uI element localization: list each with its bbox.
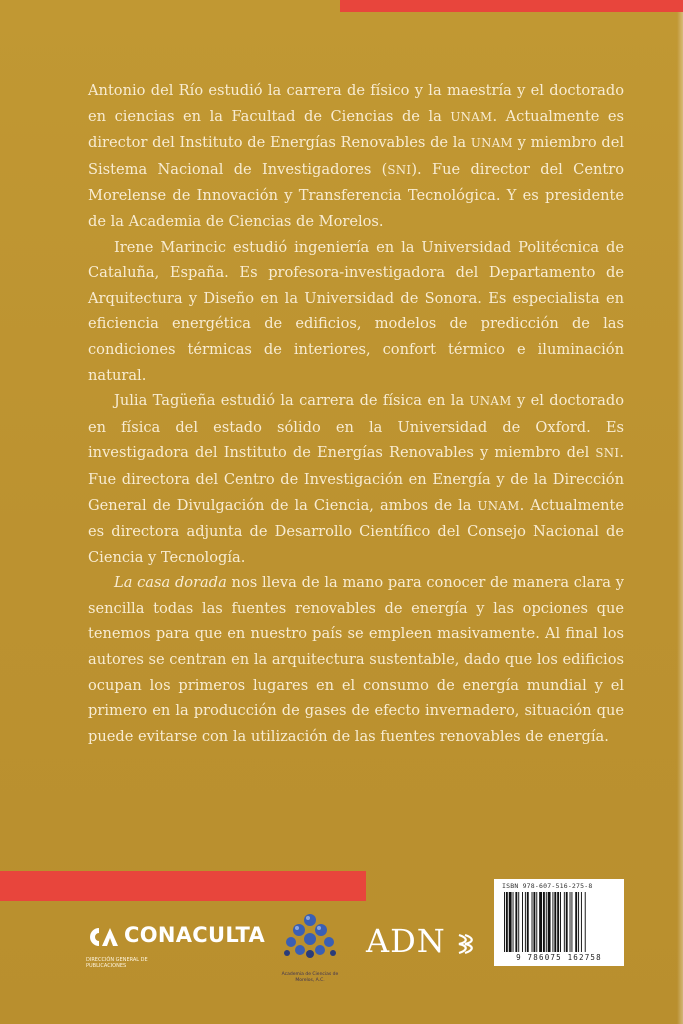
book-synopsis: La casa dorada nos lleva de la mano para conocer de manera clara y sencilla todas las fuentes renovables de energía y las opciones que tenemos para que en nuestro país se empleen masivamente. Al final los autores se centran en la arquitectura sustentable, dado que los edificios ocupan los primeros lugares en el consumo de energía mundial y el primero en la producción de gases de efecto invernadero, situación que puede evitarse con la utilización de las fuentes renovables de energía.	[88, 574, 624, 745]
bio-antonio-del-rio: Antonio del Río estudió la carrera de físico y la maestría y el doctorado en ciencias en la Facultad de Ciencias de la UNAM. Actualmente es director del Instituto de Energías Renovables de la UNAM y miembro del Sistema Nacional de Investigadores (SNI). Fue director del Centro Morelense de Innovación y Transferencia Tecnológica. Y es presidente de la Academia de Ciencias de Morelos.	[88, 82, 624, 230]
bottom-red-band	[0, 871, 366, 901]
adn-wordmark: ADN	[366, 922, 446, 960]
bio-julia-taguena: Julia Tagüeña estudió la carrera de física en la UNAM y el doctorado en física del estado sólido en la Universidad de Oxford. Es investigadora del Instituto de Energías Renovables y miembro del SNI. Fue directora del Centro de Investigación en Energía y de la Dirección General de Divulgación de la Ciencia, ambos de la UNAM. Actualmente es directora adjunta de Desarrollo Científico del Consejo Nacional de Ciencia y Tecnología.	[88, 392, 624, 566]
barcode-label	[494, 879, 624, 966]
conaculta-emblem-icon	[86, 926, 120, 948]
adn-logo	[366, 922, 476, 966]
academia-caption: Academia de Ciencias de Morelos, A.C.	[281, 972, 339, 983]
book-title: La casa dorada	[114, 574, 227, 592]
academia-emblem-icon	[275, 910, 345, 970]
page-edge-highlight	[677, 0, 683, 1024]
conaculta-logo	[86, 917, 266, 977]
barcode-number: 9 786075 162758	[516, 953, 602, 962]
conaculta-subtitle: DIRECCIÓN GENERAL DE PUBLICACIONES	[86, 957, 148, 969]
conaculta-wordmark: CONACULTA	[124, 923, 266, 947]
isbn-text: ISBN 978-607-516-275-8	[502, 882, 593, 890]
bio-irene-marincic: Irene Marincic estudió ingeniería en la Universidad Politécnica de Cataluña, España. Es profesora-investigadora del Departamento de Arquitectura y Diseño en la Universidad de Sonora. Es especialista en eficiencia energética de edificios, modelos de predicción de las condiciones térmicas de interiores, confort térmico e iluminación natural.	[88, 238, 624, 384]
back-cover-text	[88, 78, 624, 749]
academia-logo	[275, 910, 345, 990]
top-red-band	[340, 0, 683, 12]
adn-swirl-icon	[456, 932, 474, 956]
barcode-icon	[504, 892, 614, 952]
